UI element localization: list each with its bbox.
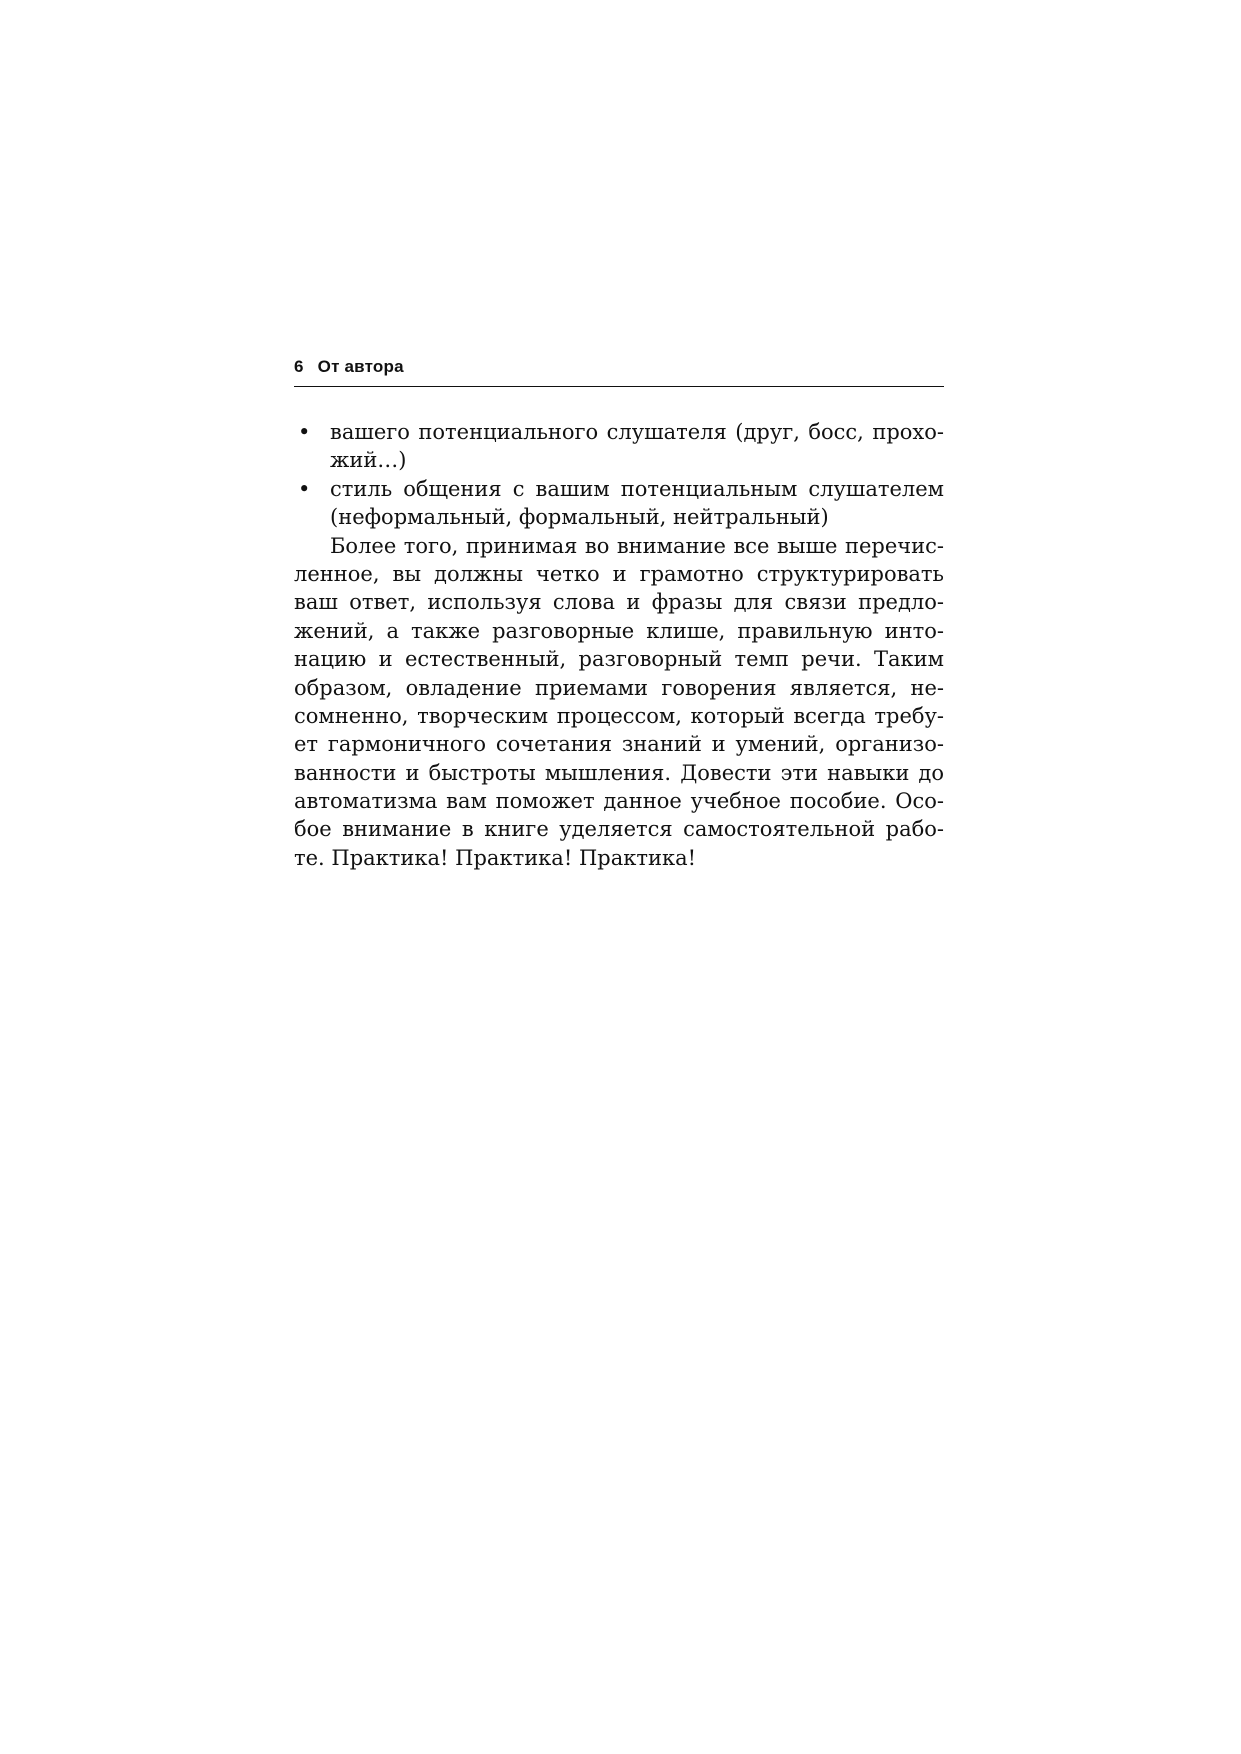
text-line: ленное, вы должны четко и грамотно структурировать xyxy=(294,561,944,586)
text-line: (неформальный, формальный, нейтральный) xyxy=(330,505,829,530)
text-line: жий…) xyxy=(330,448,407,473)
list-item xyxy=(294,418,944,475)
text-line: жений, а также разговорные клише, правильную инто- xyxy=(294,618,944,643)
text-line: вашего потенциального слушателя (друг, босс, прохо- xyxy=(330,420,944,444)
text-line: Более того, принимая во внимание все выше перечис- xyxy=(330,533,944,558)
text-line: те. Практика! Практика! Практика! xyxy=(294,845,697,870)
text-line: нацию и естественный, разговорный темп речи. Таким xyxy=(294,647,944,672)
text-line: ваш ответ, используя слова и фразы для связи предло- xyxy=(294,590,944,615)
body-text xyxy=(294,418,944,872)
page-number: 6 xyxy=(294,357,304,376)
text-line: стиль общения с вашим потенциальным слушателем xyxy=(330,476,944,501)
bullet-icon: • xyxy=(298,476,311,501)
running-head xyxy=(294,356,944,387)
bullet-icon: • xyxy=(298,420,311,444)
text-line: образом, овладение приемами говорения является, не- xyxy=(294,675,944,700)
section-title: От автора xyxy=(317,357,404,376)
text-line: бое внимание в книге уделяется самостоятельной рабо- xyxy=(294,817,944,842)
list-item xyxy=(294,475,944,532)
paragraph xyxy=(294,532,944,873)
text-line: сомненно, творческим процессом, который всегда требу- xyxy=(294,703,944,728)
text-line: автоматизма вам поможет данное учебное пособие. Осо- xyxy=(294,789,944,814)
text-line: ванности и быстроты мышления. Довести эти навыки до xyxy=(294,760,944,785)
text-line: ет гармоничного сочетания знаний и умений, организо- xyxy=(294,732,944,757)
